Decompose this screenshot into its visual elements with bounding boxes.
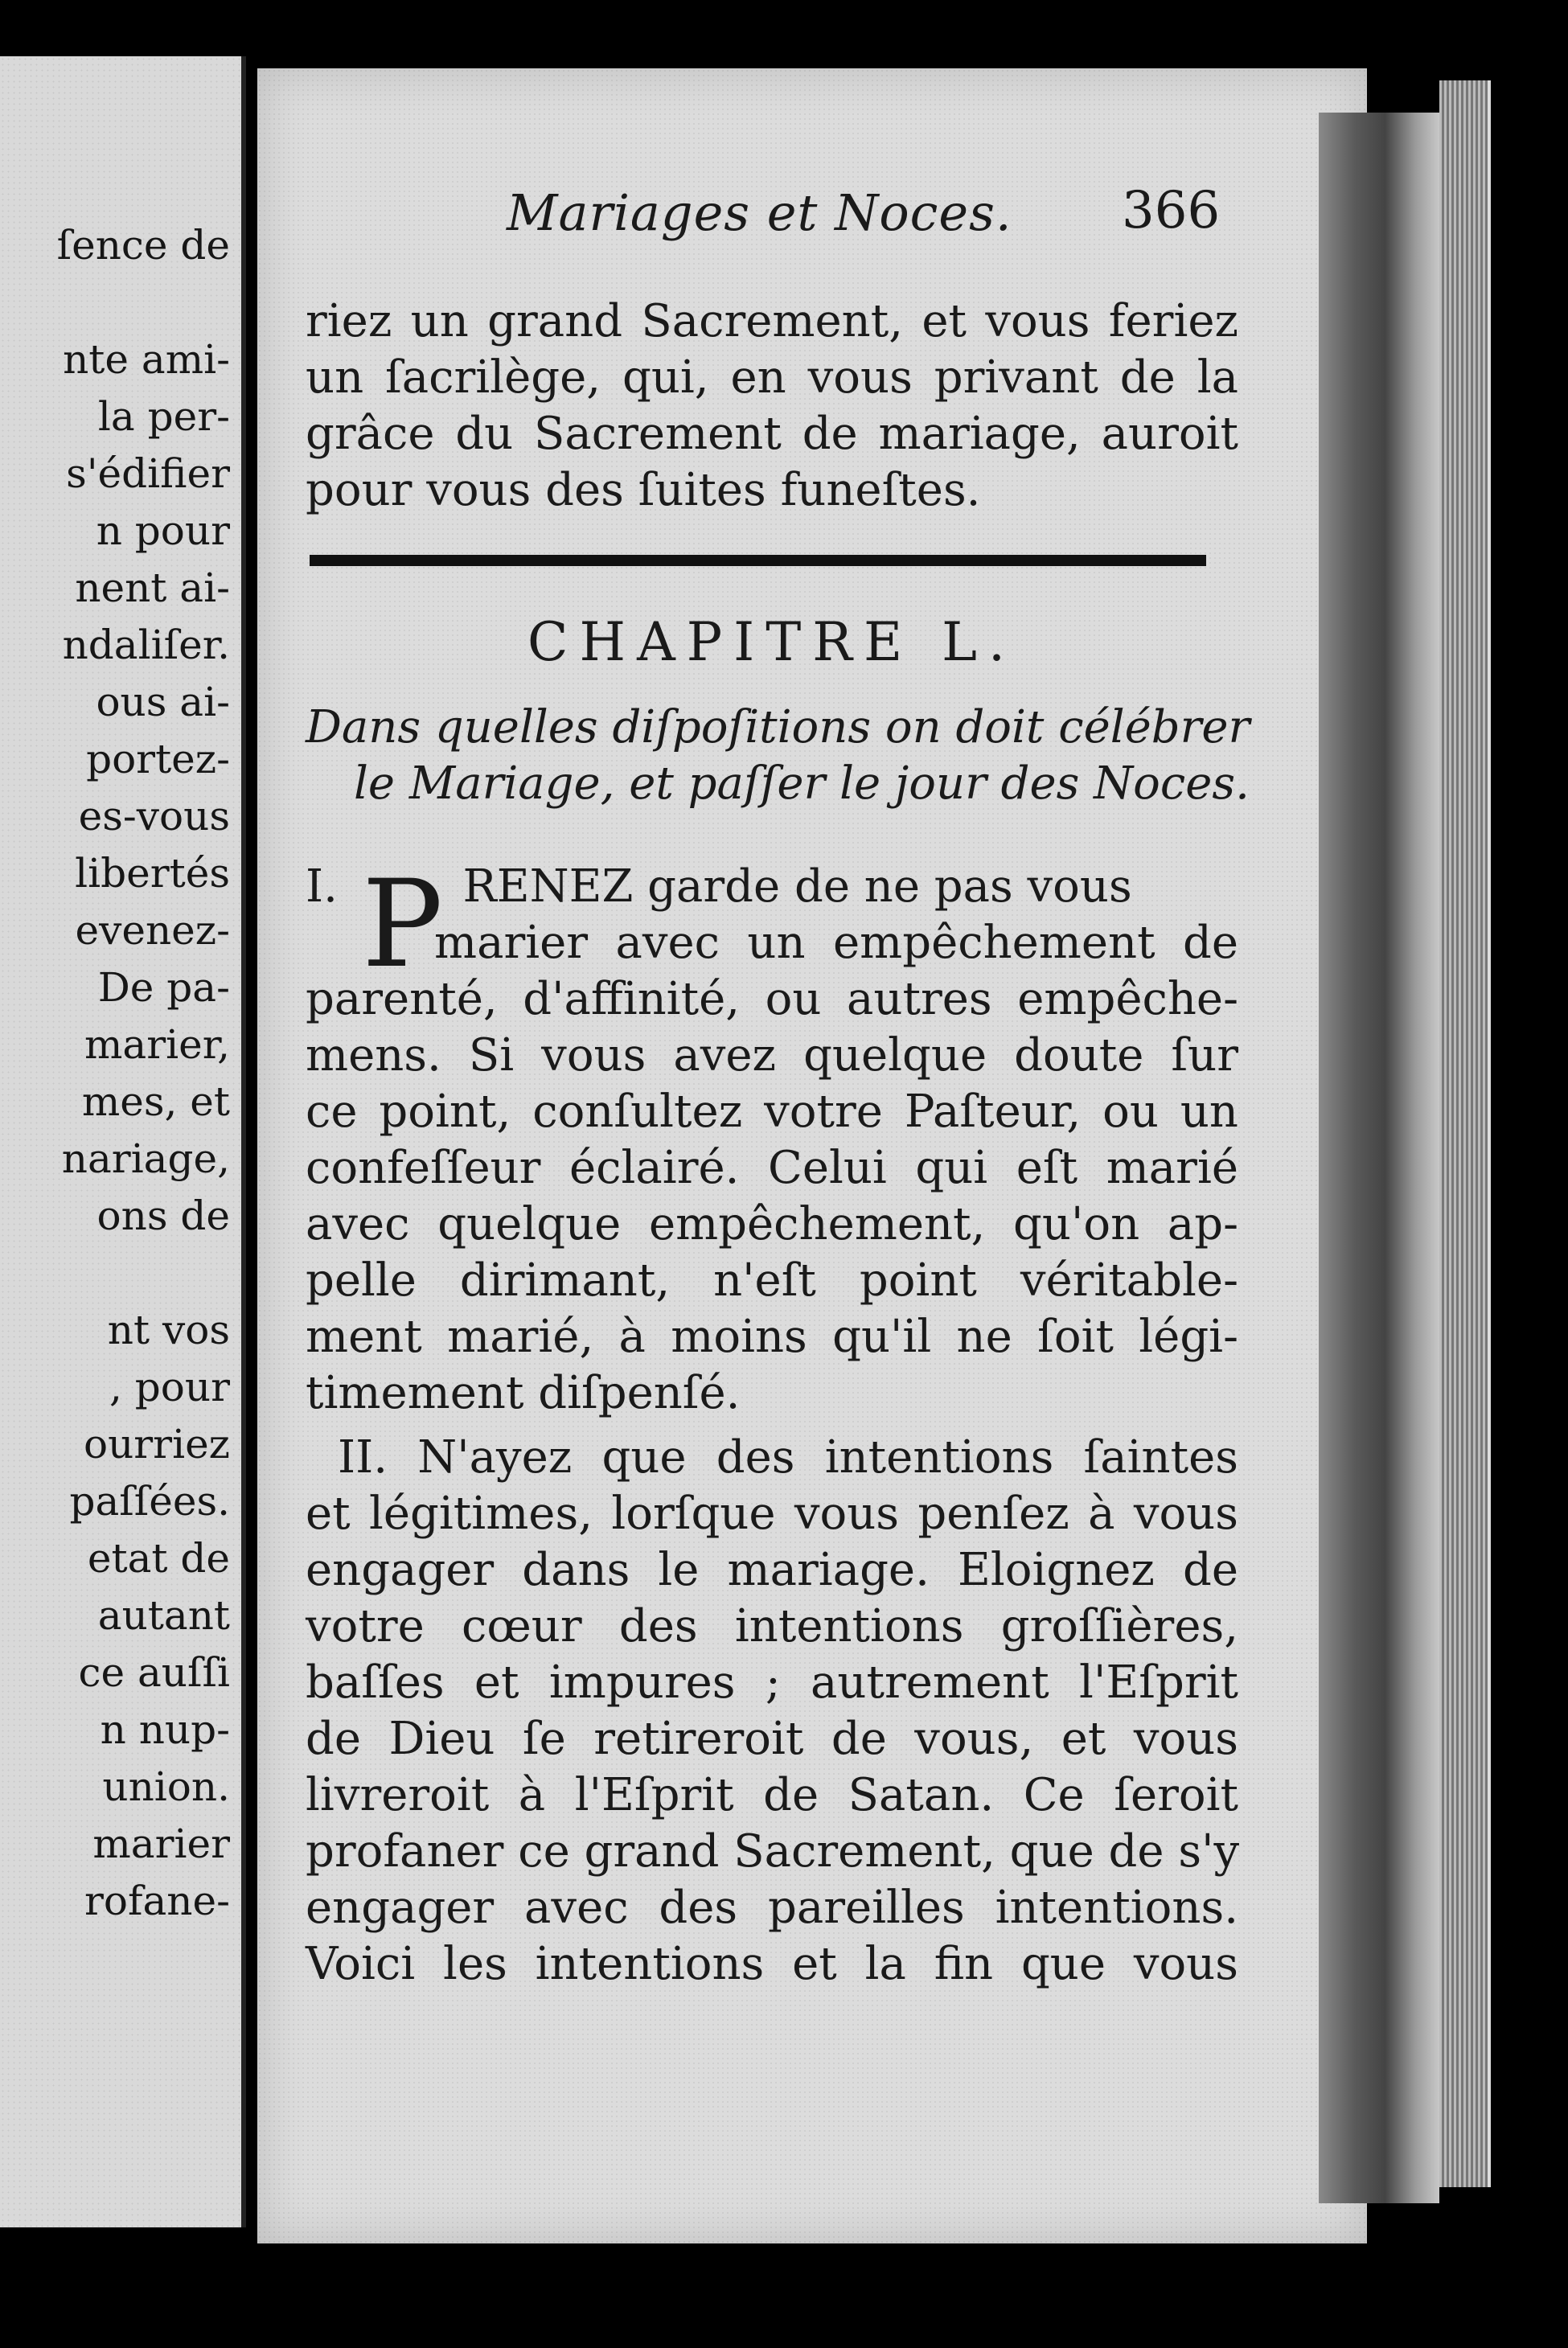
text-line: engager dans le mariage. Eloignez de (306, 1544, 1238, 1596)
page-number: 366 (1122, 181, 1221, 240)
text-line: votre cœur des intentions groſſières, (306, 1600, 1238, 1652)
text-line: grâce du Sacrement de mariage, auroit (306, 408, 1238, 460)
left-page-line: marier, (84, 1021, 230, 1068)
text-line: parenté, d'affinité, ou autres empêche- (306, 973, 1238, 1025)
left-page-line: evenez- (75, 907, 230, 954)
text-line: ce point, conſultez votre Paſteur, ou un (306, 1086, 1238, 1138)
left-page-line: autant (97, 1592, 230, 1639)
paragraph-1 (306, 855, 1238, 1422)
left-page-line: mes, et (81, 1078, 230, 1125)
left-page-line: libertés (75, 850, 230, 897)
left-page-line: portez- (86, 736, 230, 782)
chapter-divider-rule (310, 555, 1206, 566)
text-line: mens. Si vous avez quelque doute ſur (306, 1029, 1238, 1082)
subtitle-line: Dans quelles diſpoſitions on doit célébrer (306, 701, 1250, 753)
text-line: un ſacrilège, qui, en vous privant de la (306, 351, 1238, 404)
left-page-line: nte ami- (63, 336, 230, 383)
left-page-line: s'édifier (66, 450, 230, 497)
left-page-line: nariage, (61, 1135, 230, 1182)
left-page-line: nent ai- (75, 564, 230, 611)
left-page-line: ons de (96, 1192, 230, 1239)
first-line-text: RENEZ garde de ne pas vous (462, 860, 1132, 913)
text-line: baſſes et impures ; autrement l'Eſprit (306, 1656, 1238, 1709)
left-page-line: etat de (87, 1535, 230, 1582)
text-line: II. N'ayez que des intentions ſaintes (338, 1431, 1238, 1484)
text-line: de Dieu ſe retireroit de vous, et vous (306, 1713, 1238, 1765)
text-line: livreroit à l'Eſprit de Satan. Ce ſeroit (306, 1769, 1238, 1821)
left-page-line: ce auſſi (78, 1649, 230, 1696)
left-page-line: ourriez (83, 1421, 230, 1468)
text-line: et légitimes, lorſque vous penſez à vous (306, 1488, 1238, 1540)
text-line: pour vous des ſuites funeſtes. (306, 464, 981, 516)
left-page-line: marier (92, 1821, 230, 1867)
left-page-line: n pour (96, 507, 230, 554)
text-line: timement diſpenſé. (306, 1367, 741, 1419)
left-page-line: ndaliſer. (62, 622, 230, 668)
left-page-line: ſence de (56, 222, 230, 269)
subtitle-line: le Mariage, et paſſer le jour des Noces. (354, 757, 1250, 810)
left-page-line: es-vous (78, 793, 230, 839)
drop-cap: P (362, 855, 443, 995)
left-page-fragment (0, 56, 246, 2227)
left-page-line: paſſées. (69, 1478, 230, 1525)
text-line: confeſſeur éclairé. Celui qui eſt marié (306, 1142, 1238, 1194)
left-page-line: rofane- (84, 1878, 230, 1924)
left-page-line: la per- (97, 393, 230, 440)
page-edges (1439, 80, 1491, 2187)
left-page-line: union. (102, 1763, 230, 1810)
paragraph-2 (306, 1430, 1238, 1993)
text-line: ment marié, à moins qu'il ne ſoit légi- (306, 1311, 1238, 1363)
book-gutter (1319, 113, 1439, 2203)
chapter-title: CHAPITRE L. (527, 611, 1016, 673)
paragraph-numeral: I. (306, 860, 338, 913)
left-page-line: ous ai- (96, 679, 230, 725)
left-page-line: n nup- (100, 1706, 230, 1753)
text-line: riez un grand Sacrement, et vous feriez (306, 295, 1238, 347)
text-line: avec quelque empêchement, qu'on ap- (306, 1198, 1238, 1250)
left-page-line: nt vos (107, 1307, 230, 1353)
running-title: Mariages et Noces. (507, 183, 1012, 242)
text-line: engager avec des pareilles intentions. (306, 1882, 1238, 1934)
chapter-subtitle (306, 700, 1250, 812)
left-page-line: De pa- (97, 964, 230, 1011)
text-line: marier avec un empêchement de (434, 917, 1238, 969)
text-line: profaner ce grand Sacrement, que de s'y (306, 1825, 1240, 1878)
left-page-line: , pour (109, 1364, 230, 1410)
top-paragraph (306, 294, 1238, 519)
text-line: pelle dirimant, n'eſt point véritable- (306, 1254, 1238, 1307)
text-line: Voici les intentions et la fin que vous (306, 1938, 1238, 1990)
